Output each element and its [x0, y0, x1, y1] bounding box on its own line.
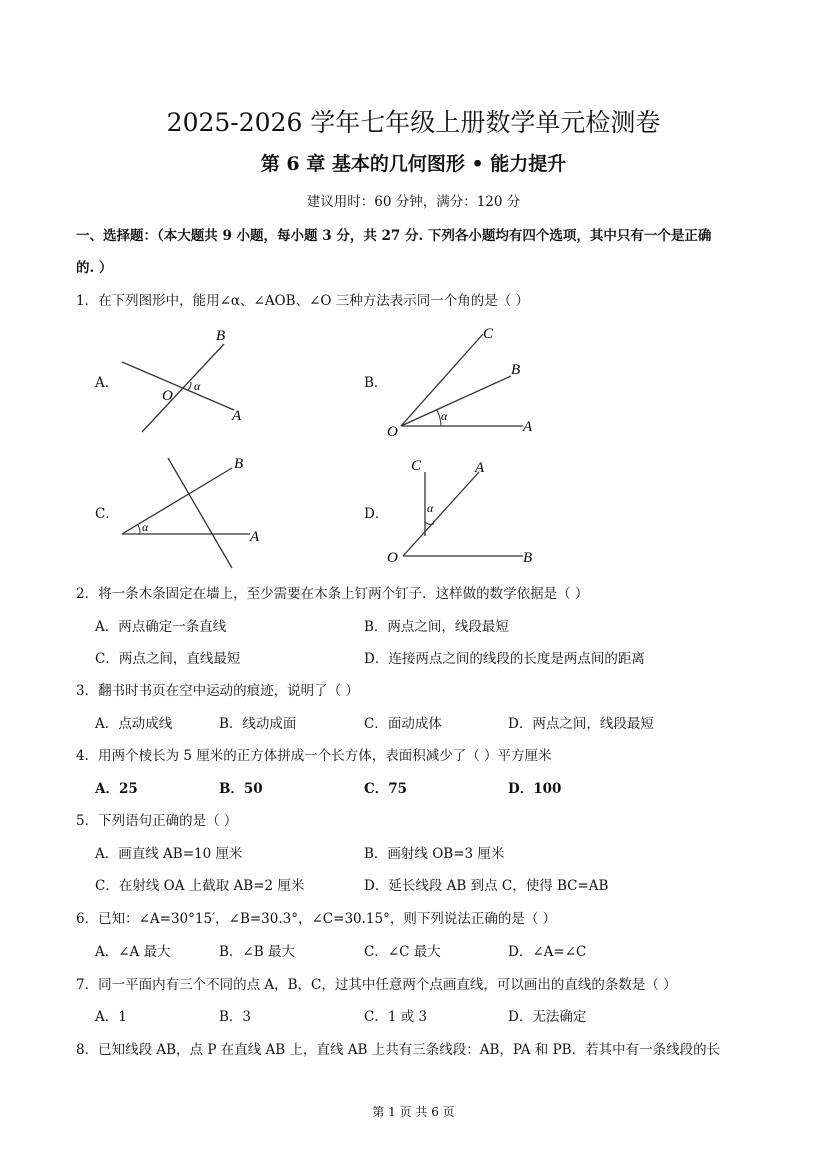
page-footer: 第 1 页 共 6 页: [372, 1105, 455, 1119]
q2-option-b[interactable]: B．两点之间，线段最短: [364, 619, 509, 635]
q7-option-d[interactable]: D．无法确定: [508, 1009, 587, 1025]
q1-figure-d: [385, 454, 545, 574]
svg-text:A: A: [250, 529, 260, 545]
q1-figure-c: [118, 452, 268, 572]
q5-option-d[interactable]: D．延长线段 AB 到点 C，使得 BC=AB: [364, 878, 609, 894]
section-heading-cont: 的. ）: [76, 260, 113, 276]
q1-figure-a: [118, 328, 258, 438]
svg-text:C: C: [483, 326, 494, 342]
q7-option-b[interactable]: B．3: [219, 1009, 252, 1025]
svg-text:α: α: [142, 520, 149, 534]
question-2-stem: 2．将一条木条固定在墙上，至少需要在木条上钉两个钉子．这样做的数学依据是（ ）: [76, 586, 589, 602]
question-8-stem: 8．已知线段 AB，点 P 在直线 AB 上，直线 AB 上共有三条线段：AB，PA 和 PB．若其中有一条线段的长: [76, 1042, 721, 1058]
q5-option-b[interactable]: B．画射线 OB=3 厘米: [364, 846, 505, 862]
q4-option-b[interactable]: B．50: [219, 781, 263, 797]
q4-option-a[interactable]: A．25: [95, 781, 138, 797]
q3-option-c[interactable]: C．面动成体: [364, 716, 442, 732]
q1-option-a[interactable]: A．: [95, 375, 119, 391]
q2-option-a[interactable]: A．两点确定一条直线: [95, 619, 227, 635]
svg-text:C: C: [411, 458, 422, 474]
q3-option-b[interactable]: B．线动成面: [219, 716, 297, 732]
svg-text:α: α: [194, 379, 201, 393]
section-heading: 一、选择题：（本大题共 9 小题，每小题 3 分，共 27 分. 下列各小题均有四个选项，其中只有一个是正确: [76, 228, 712, 244]
page-subtitle: 第 6 章 基本的几何图形 • 能力提升: [260, 153, 567, 175]
svg-text:A: A: [523, 419, 533, 435]
svg-text:A: A: [232, 408, 242, 424]
q2-option-c[interactable]: C．两点之间，直线最短: [95, 651, 241, 667]
svg-text:B: B: [511, 362, 521, 378]
page-title: 2025-2026 学年七年级上册数学单元检测卷: [166, 108, 661, 137]
svg-text:α: α: [427, 501, 434, 515]
svg-text:B: B: [216, 328, 226, 344]
question-5-stem: 5．下列语句正确的是（ ）: [76, 813, 238, 829]
svg-text:B: B: [523, 550, 533, 566]
q1-option-d[interactable]: D．: [364, 506, 389, 522]
exam-info: 建议用时：60 分钟，满分：120 分: [306, 194, 521, 210]
question-3-stem: 3．翻书时书页在空中运动的痕迹，说明了（ ）: [76, 683, 359, 699]
q6-option-d[interactable]: D．∠A=∠C: [508, 944, 587, 960]
q3-option-d[interactable]: D．两点之间，线段最短: [508, 716, 654, 732]
q6-option-c[interactable]: C．∠C 最大: [364, 944, 441, 960]
q6-option-a[interactable]: A．∠A 最大: [95, 944, 171, 960]
q5-option-a[interactable]: A．画直线 AB=10 厘米: [95, 846, 243, 862]
q3-option-a[interactable]: A．点动成线: [95, 716, 173, 732]
question-1-stem: 1．在下列图形中，能用∠α、∠AOB、∠O 三种方法表示同一个角的是（ ）: [76, 293, 530, 309]
q5-option-c[interactable]: C．在射线 OA 上截取 AB=2 厘米: [95, 878, 305, 894]
svg-text:O: O: [387, 424, 398, 440]
q1-option-b[interactable]: B．: [364, 375, 388, 391]
question-4-stem: 4．用两个棱长为 5 厘米的正方体拼成一个长方体，表面积减少了（ ）平方厘米: [76, 748, 552, 764]
svg-text:A: A: [475, 460, 485, 476]
question-6-stem: 6．已知：∠A=30°15′，∠B=30.3°，∠C=30.15°，则下列说法正确的是（ ）: [76, 911, 557, 927]
q4-option-c[interactable]: C．75: [364, 781, 408, 797]
question-7-stem: 7．同一平面内有三个不同的点 A，B，C，过其中任意两个点画直线，可以画出的直线的条数是（ ）: [76, 977, 677, 993]
q2-option-d[interactable]: D．连接两点之间的线段的长度是两点间的距离: [364, 651, 645, 667]
q7-option-a[interactable]: A．1: [95, 1009, 127, 1025]
q1-figure-b: [385, 322, 545, 442]
q7-option-c[interactable]: C．1 或 3: [364, 1009, 428, 1025]
q6-option-b[interactable]: B．∠B 最大: [219, 944, 295, 960]
svg-text:B: B: [234, 456, 244, 472]
q1-option-c[interactable]: C．: [95, 506, 119, 522]
svg-text:O: O: [162, 388, 173, 404]
svg-text:O: O: [387, 550, 398, 566]
q4-option-d[interactable]: D．100: [508, 781, 562, 797]
svg-text:α: α: [441, 409, 448, 423]
